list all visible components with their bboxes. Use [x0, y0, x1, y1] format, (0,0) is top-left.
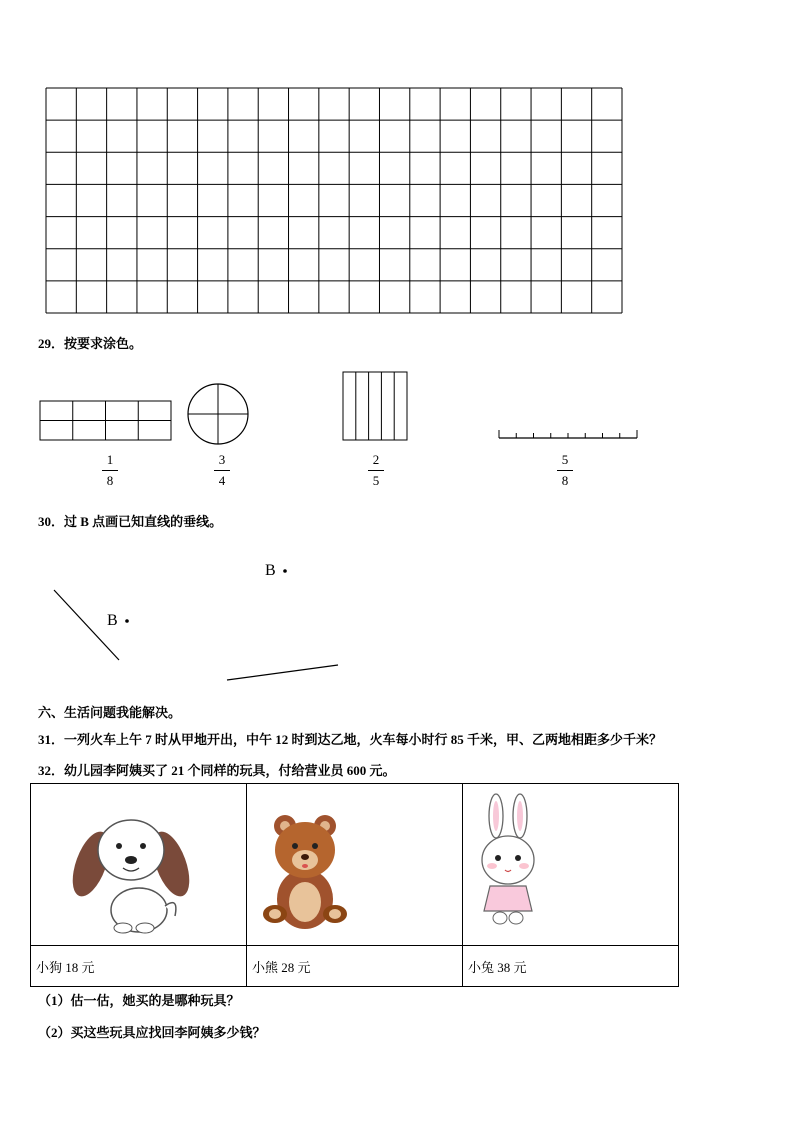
- rectangle-fifths[interactable]: [342, 371, 409, 443]
- section-6-heading: 六、生活问题我能解决。: [38, 705, 182, 720]
- fraction-denominator: 4: [218, 473, 226, 488]
- fraction-numerator: 3: [218, 452, 226, 467]
- circle-quarters[interactable]: [186, 382, 250, 446]
- question-32-part-1: （1）估一估，她买的是哪种玩具？: [38, 993, 240, 1008]
- point-b-dot-1: [283, 569, 287, 573]
- rabbit-icon: [463, 784, 678, 940]
- toy-image-cell: [463, 784, 679, 946]
- toy-price-bear: 小熊 28 元: [247, 946, 463, 987]
- fraction-numerator: 5: [561, 452, 569, 467]
- toy-price-table: [30, 783, 679, 987]
- dog-icon: [31, 784, 246, 940]
- toy-image-cell: [31, 784, 247, 946]
- fraction-4: [555, 452, 575, 489]
- fraction-1: [100, 452, 120, 489]
- rectangle-eighths[interactable]: [39, 400, 173, 442]
- toy-image-cell: [247, 784, 463, 946]
- fraction-denominator: 5: [372, 473, 380, 488]
- fraction-numerator: 2: [372, 452, 380, 467]
- question-29: 29．按要求涂色。: [38, 336, 143, 351]
- fraction-denominator: 8: [561, 473, 569, 488]
- point-b-dot-2: [125, 619, 129, 623]
- toy-price-dog: 小狗 18 元: [31, 946, 247, 987]
- perpendicular-figure[interactable]: [0, 540, 794, 690]
- fraction-denominator: 8: [106, 473, 114, 488]
- answer-grid: [45, 87, 623, 314]
- toy-price-rabbit: 小兔 38 元: [463, 946, 679, 987]
- bear-icon: [247, 784, 462, 940]
- fraction-2: [212, 452, 232, 489]
- fraction-numerator: 1: [106, 452, 114, 467]
- point-b-label-2: B: [107, 612, 118, 629]
- question-32: 32．幼儿园李阿姨买了 21 个同样的玩具，付给营业员 600 元。: [38, 763, 396, 778]
- point-b-label-1: B: [265, 562, 276, 579]
- question-30: 30．过 B 点画已知直线的垂线。: [38, 514, 223, 529]
- segmented-line[interactable]: [497, 426, 639, 440]
- fraction-3: [366, 452, 386, 489]
- question-32-part-2: （2）买这些玩具应找回李阿姨多少钱？: [38, 1025, 266, 1040]
- question-31: 31．一列火车上午 7 时从甲地开出，中午 12 时到达乙地，火车每小时行 85 千米，甲、乙两地相距多少千米？: [38, 732, 663, 747]
- given-line-2: [227, 665, 338, 680]
